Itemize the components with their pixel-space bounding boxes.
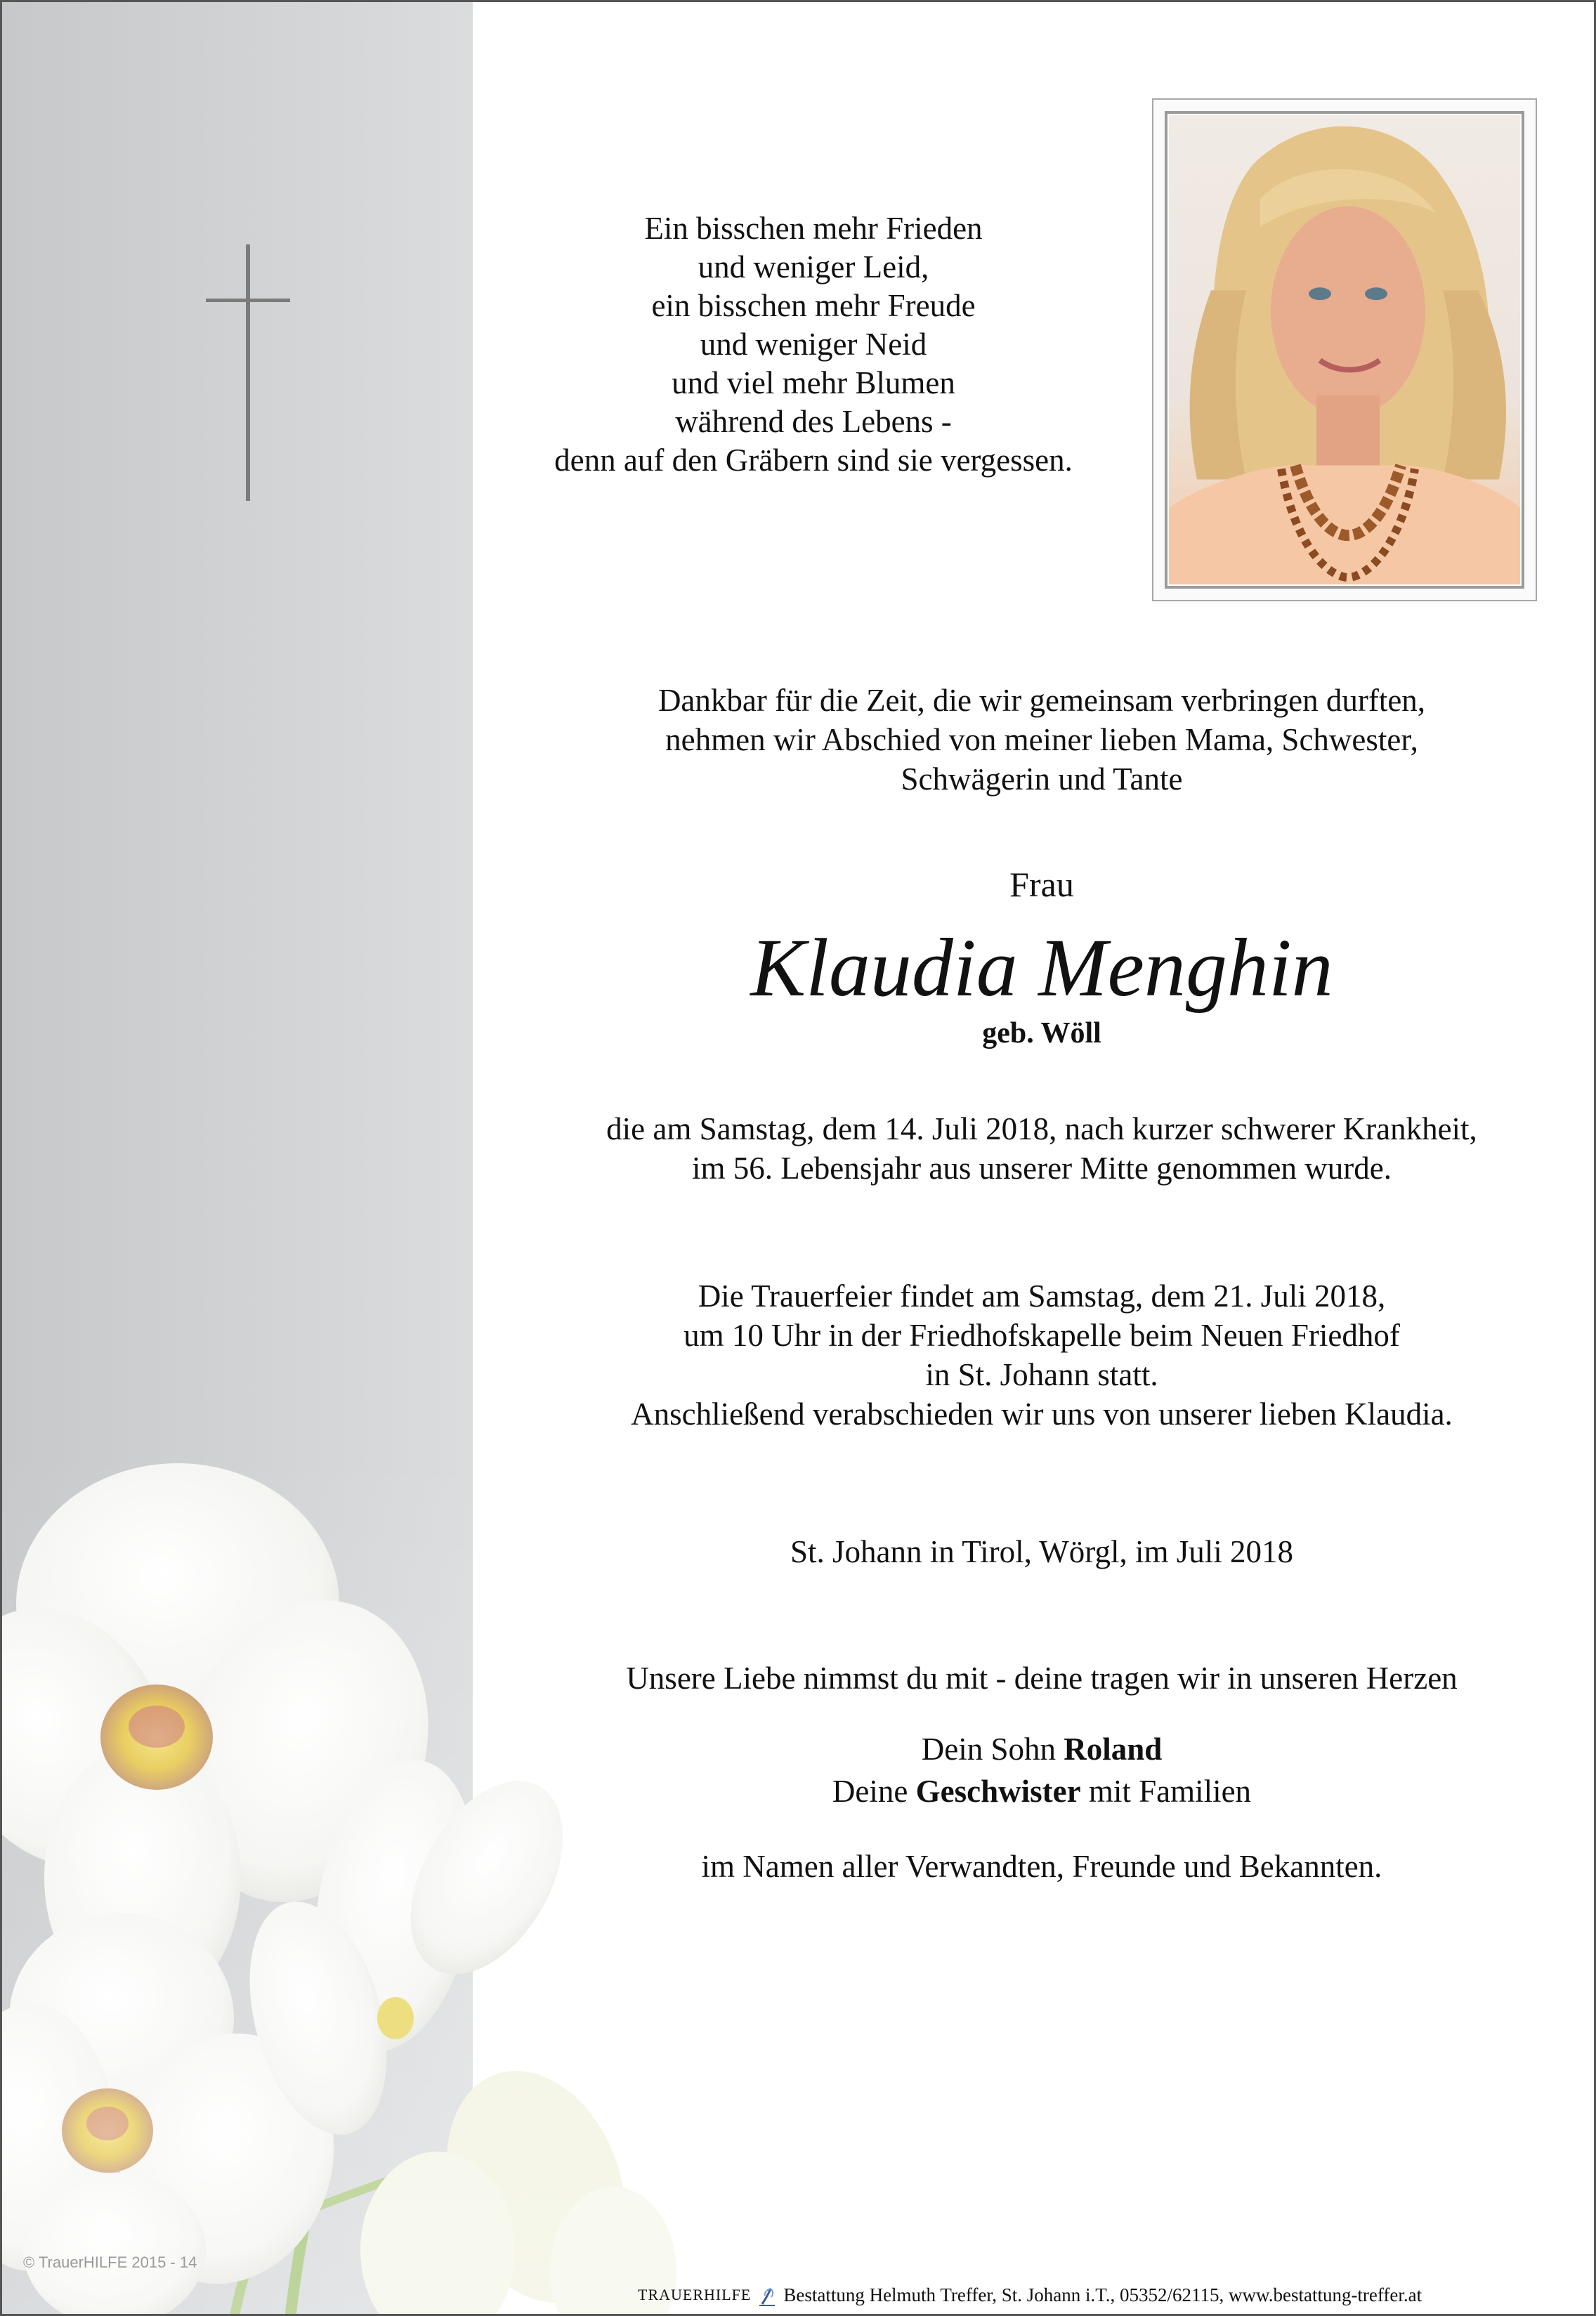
poem-line: ein bisschen mehr Freude bbox=[651, 288, 976, 323]
cross-icon bbox=[206, 244, 290, 501]
intro-line: nehmen wir Abschied von meiner lieben Mama, Schwester, bbox=[665, 722, 1418, 757]
intro-line: Schwägerin und Tante bbox=[901, 761, 1183, 797]
footer bbox=[638, 2283, 1422, 2307]
poem-line: und weniger Neid bbox=[700, 327, 927, 362]
poem-line: Ein bisschen mehr Frieden bbox=[644, 211, 983, 246]
footer-brand: TRAUERHILFE bbox=[638, 2286, 752, 2303]
poem-line: und viel mehr Blumen bbox=[672, 365, 955, 400]
portrait-photo bbox=[1169, 115, 1520, 584]
copyright: © TrauerHILFE 2015 - 14 bbox=[23, 2253, 197, 2271]
love-line: Unsere Liebe nimmst du mit - deine tragen wir in unseren Herzen bbox=[626, 1661, 1458, 1696]
death-notice bbox=[480, 1109, 1596, 1188]
intro-line: Dankbar für die Zeit, die wir gemeinsam verbringen durften, bbox=[658, 683, 1426, 718]
funeral-line: in St. Johann statt. bbox=[925, 1357, 1158, 1392]
intro-text bbox=[480, 681, 1596, 799]
mourner-siblings: Deine Geschwister mit Familien bbox=[832, 1774, 1252, 1809]
mourner-son: Dein Sohn Roland bbox=[921, 1732, 1163, 1767]
place-date: St. Johann in Tirol, Wörgl, im Juli 2018 bbox=[790, 1534, 1293, 1569]
death-line: im 56. Lebensjahr aus unserer Mitte genommen wurde. bbox=[692, 1151, 1392, 1186]
portrait-frame bbox=[1152, 98, 1537, 601]
funeral-info bbox=[480, 1276, 1596, 1434]
poem-line: und weniger Leid, bbox=[698, 249, 929, 284]
trauerhilfe-logo-icon bbox=[758, 2283, 776, 2307]
deceased-name: Klaudia Menghin bbox=[750, 922, 1333, 1014]
mourners bbox=[480, 1728, 1596, 1812]
salutation: Frau bbox=[1009, 865, 1074, 904]
maiden-name: geb. Wöll bbox=[982, 1017, 1101, 1049]
closing-line: im Namen aller Verwandten, Freunde und Bekannten. bbox=[701, 1849, 1382, 1884]
poem bbox=[466, 209, 1161, 480]
funeral-line: Anschließend verabschieden wir uns von unserer lieben Klaudia. bbox=[631, 1396, 1453, 1432]
poem-line: während des Lebens - bbox=[675, 404, 952, 439]
funeral-line: um 10 Uhr in der Friedhofskapelle beim Neuen Friedhof bbox=[683, 1318, 1400, 1353]
poem-line: denn auf den Gräbern sind sie vergessen. bbox=[554, 443, 1073, 478]
footer-text: Bestattung Helmuth Treffer, St. Johann i.T., 05352/62115, www.bestattung-treffer.at bbox=[783, 2284, 1422, 2305]
death-line: die am Samstag, dem 14. Juli 2018, nach kurzer schwerer Krankheit, bbox=[606, 1111, 1477, 1146]
funeral-line: Die Trauerfeier findet am Samstag, dem 21. Juli 2018, bbox=[698, 1278, 1386, 1314]
